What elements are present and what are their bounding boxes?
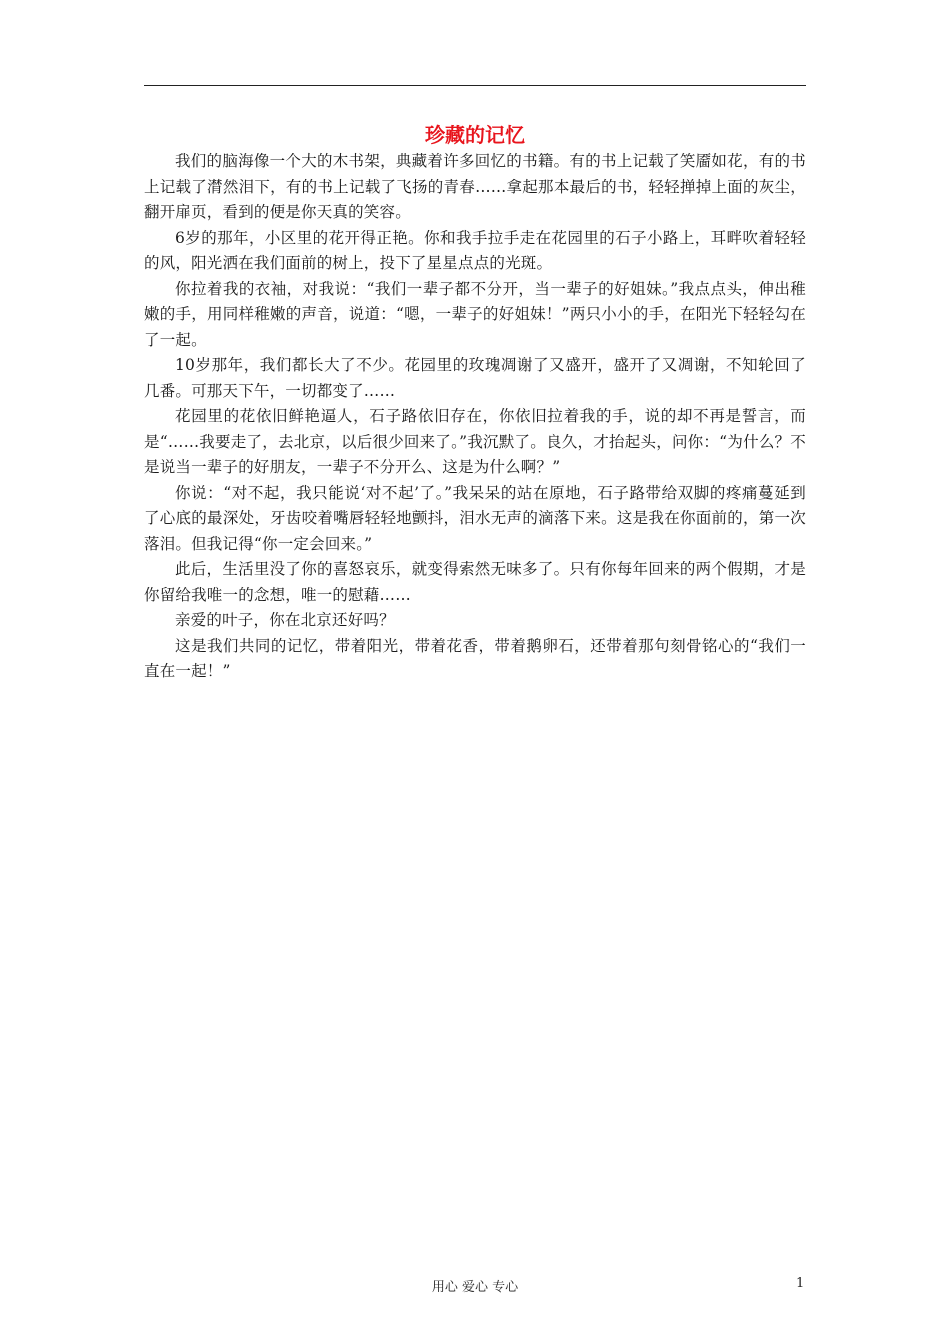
paragraph-9: 这是我们共同的记忆，带着阳光，带着花香，带着鹅卵石，还带着那句刻骨铭心的“我们一直在一起！” <box>144 636 806 680</box>
footer-slogan: 用心 爱心 专心 <box>431 1280 519 1295</box>
paragraph-8: 亲爱的叶子，你在北京还好吗？ <box>175 611 395 629</box>
document-body <box>144 149 806 685</box>
paragraph-1: 我们的脑海像一个大的木书架，典藏着许多回忆的书籍。有的书上记载了笑靥如花，有的书上记载了潸然泪下，有的书上记载了飞扬的青春……拿起那本最后的书，轻轻掸掉上面的灰尘，翻开扉页，看到的便是你天真的笑容。 <box>144 152 806 221</box>
page-number: 1 <box>796 1276 805 1291</box>
document-title: 珍藏的记忆 <box>425 123 525 147</box>
paragraph-4: 10岁那年，我们都长大了不少。花园里的玫瑰凋谢了又盛开，盛开了又凋谢，不知轮回了几番。可那天下午，一切都变了…… <box>144 356 806 400</box>
paragraph-6: 你说：“对不起，我只能说‘对不起’了。”我呆呆的站在原地，石子路带给双脚的疼痛蔓延到了心底的最深处，牙齿咬着嘴唇轻轻地颤抖，泪水无声的滴落下来。这是我在你面前的，第一次落泪。但我记得“你一定会回来。” <box>144 483 806 553</box>
paragraph-5: 花园里的花依旧鲜艳逼人，石子路依旧存在，你依旧拉着我的手，说的却不再是誓言，而是“……我要走了，去北京，以后很少回来了。”我沉默了。良久，才抬起头，问你：“为什么？不是说当一辈子的好朋友，一辈子不分开么、这是为什么啊？” <box>144 407 806 476</box>
paragraph-2: 6岁的那年，小区里的花开得正艳。你和我手拉手走在花园里的石子小路上，耳畔吹着轻轻的风，阳光洒在我们面前的树上，投下了星星点点的光斑。 <box>144 228 806 272</box>
paragraph-3: 你拉着我的衣袖，对我说：“我们一辈子都不分开，当一辈子的好姐妹。”我点点头，伸出稚嫩的手，用同样稚嫩的声音，说道：“嗯，一辈子的好姐妹！”两只小小的手，在阳光下轻轻勾在了一起。 <box>144 279 806 349</box>
paragraph-7: 此后，生活里没了你的喜怒哀乐，就变得索然无味多了。只有你每年回来的两个假期，才是你留给我唯一的念想，唯一的慰藉…… <box>144 560 806 604</box>
header-rule <box>144 85 806 86</box>
